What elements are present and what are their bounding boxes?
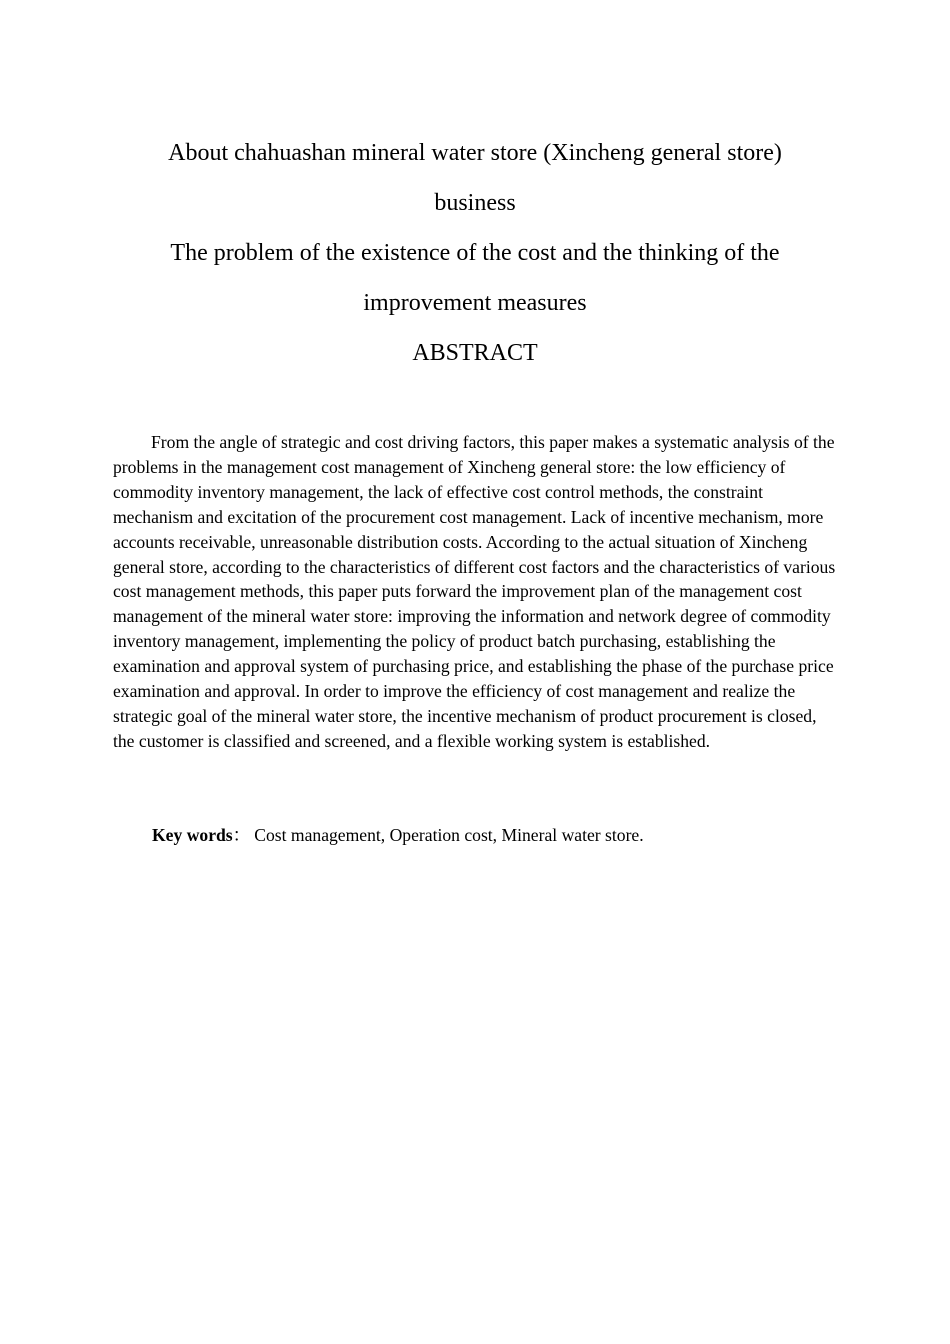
keywords-line	[152, 823, 644, 848]
abstract-heading: ABSTRACT	[412, 340, 538, 366]
keywords-separator: ：	[232, 825, 251, 845]
title-block	[0, 128, 950, 378]
abstract-text: From the angle of strategic and cost driving factors, this paper makes a systematic analysis of the problems in the management cost management of Xincheng general store: the low efficiency of commodity inventory management, the lack of effective cost control methods, the constraint mechanism and excitation of the procurement cost management. Lack of incentive mechanism, more accounts receivable, unreasonable distribution costs. According to the actual situation of Xincheng general store, according to the characteristics of different cost factors and the characteristics of various cost management methods, this paper puts forward the improvement plan of the management cost management of the mineral water store: improving the information and network degree of commodity inventory management, implementing the policy of product batch purchasing, establishing the examination and approval system of purchasing price, and establishing the phase of the purchase price examination and approval. In order to improve the efficiency of cost management and realize the strategic goal of the mineral water store, the incentive mechanism of product procurement is closed, the customer is classified and screened, and a flexible working system is established.	[113, 432, 836, 751]
title-line-4: improvement measures	[363, 290, 587, 316]
keywords-value: Cost management, Operation cost, Mineral water store.	[254, 825, 644, 845]
title-line-3: The problem of the existence of the cost and the thinking of the	[170, 240, 780, 266]
keywords-label: Key words	[152, 825, 233, 845]
abstract-paragraph	[113, 430, 839, 754]
title-line-1: About chahuashan mineral water store (Xincheng general store)	[168, 140, 782, 166]
title-line-2: business	[434, 190, 516, 216]
